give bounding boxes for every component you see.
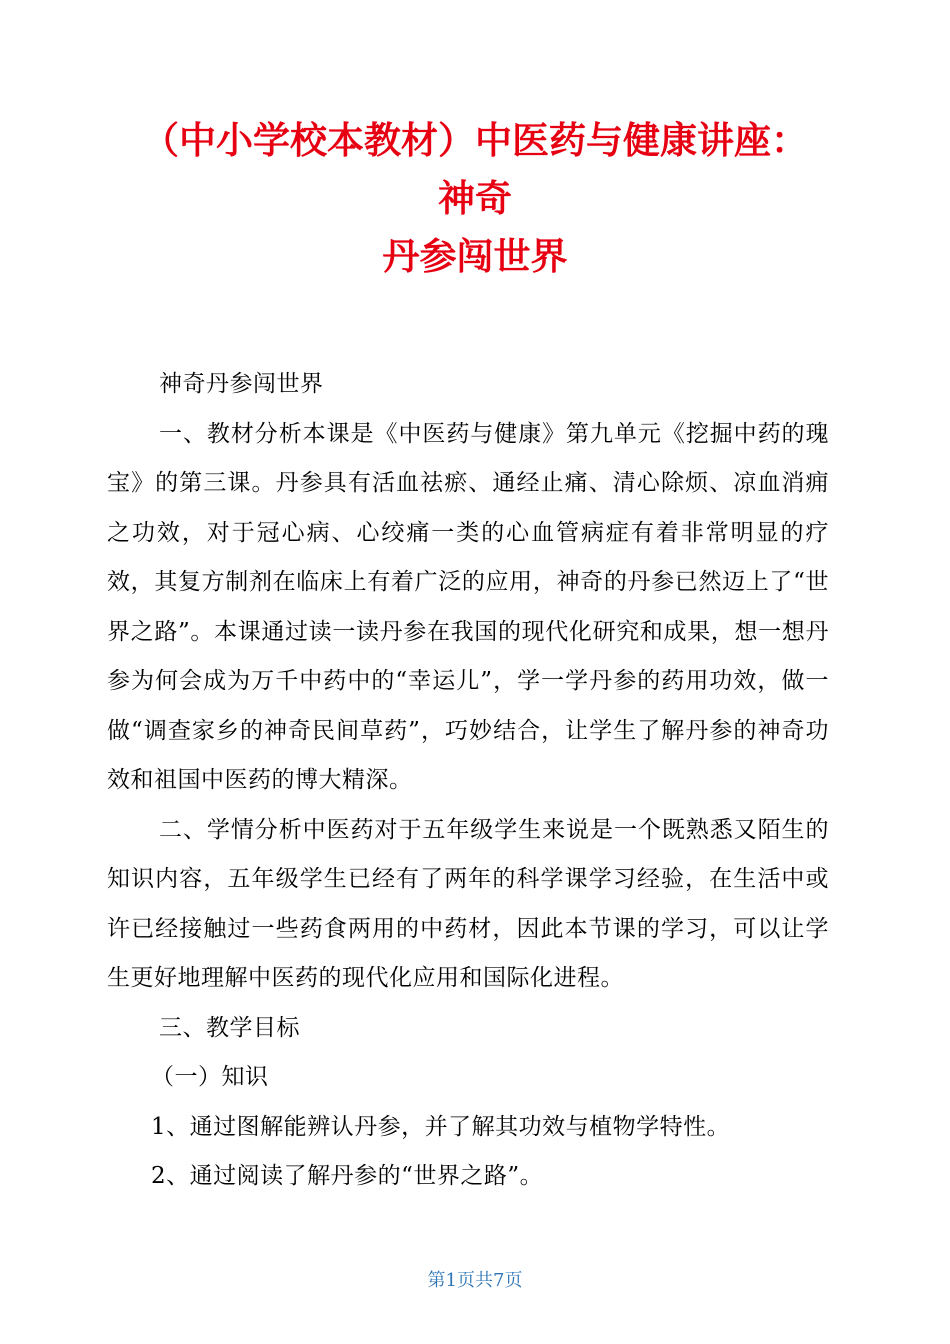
footer-total-pages: 7 — [493, 1270, 505, 1291]
goal-item-1: 1、通过图解能辨认丹参，并了解其功效与植物学特性。 — [151, 1113, 731, 1140]
title-line-2: 神奇 — [438, 177, 512, 220]
footer-prefix: 第 — [427, 1270, 446, 1291]
footer-page-number: 1 — [445, 1270, 457, 1291]
section-teaching-goals: 三、教学目标 — [159, 1014, 300, 1041]
footer-middle: 页共 — [457, 1270, 493, 1291]
title-line-1: （中小学校本教材）中医药与健康讲座： — [142, 119, 808, 162]
section-student-analysis: 二、学情分析中医药对于五年级学生来说是一个既熟悉又陌生的知识内容，五年级学生已经有了两年的科学课学习经验，在生活中或许已经接触过一些药食两用的中药材，因此本节课的学习，可以让学生更好地理解中医药的现代化应用和国际化进程。 — [107, 816, 829, 991]
lesson-heading: 神奇丹参闯世界 — [159, 371, 324, 397]
goal-item-2: 2、通过阅读了解丹参的“世界之路”。 — [151, 1163, 544, 1189]
document-body — [107, 360, 829, 1202]
subsection-knowledge: （一）知识 — [151, 1064, 269, 1090]
section-textbook-analysis: 一、教材分析本课是《中医药与健康》第九单元《挖掘中药的瑰宝》的第三课。丹参具有活血祛瘀、通经止痛、清心除烦、凉血消痈之功效，对于冠心病、心绞痛一类的心血管病症有着非常明显的疗效，其复方制剂在临床上有着广泛的应用，神奇的丹参已然迈上了“世界之路”。本课通过读一读丹参在我国的现代化研究和成果，想一想丹参为何会成为万千中药中的“幸运儿”，学一学丹参的药用功效，做一做“调查家乡的神奇民间草药”，巧妙结合，让学生了解丹参的神奇功效和祖国中医药的博大精深。 — [107, 420, 829, 793]
page-footer — [0, 1266, 950, 1292]
footer-suffix: 页 — [504, 1270, 523, 1291]
document-title — [60, 112, 890, 286]
title-line-3: 丹参闯世界 — [382, 235, 568, 278]
